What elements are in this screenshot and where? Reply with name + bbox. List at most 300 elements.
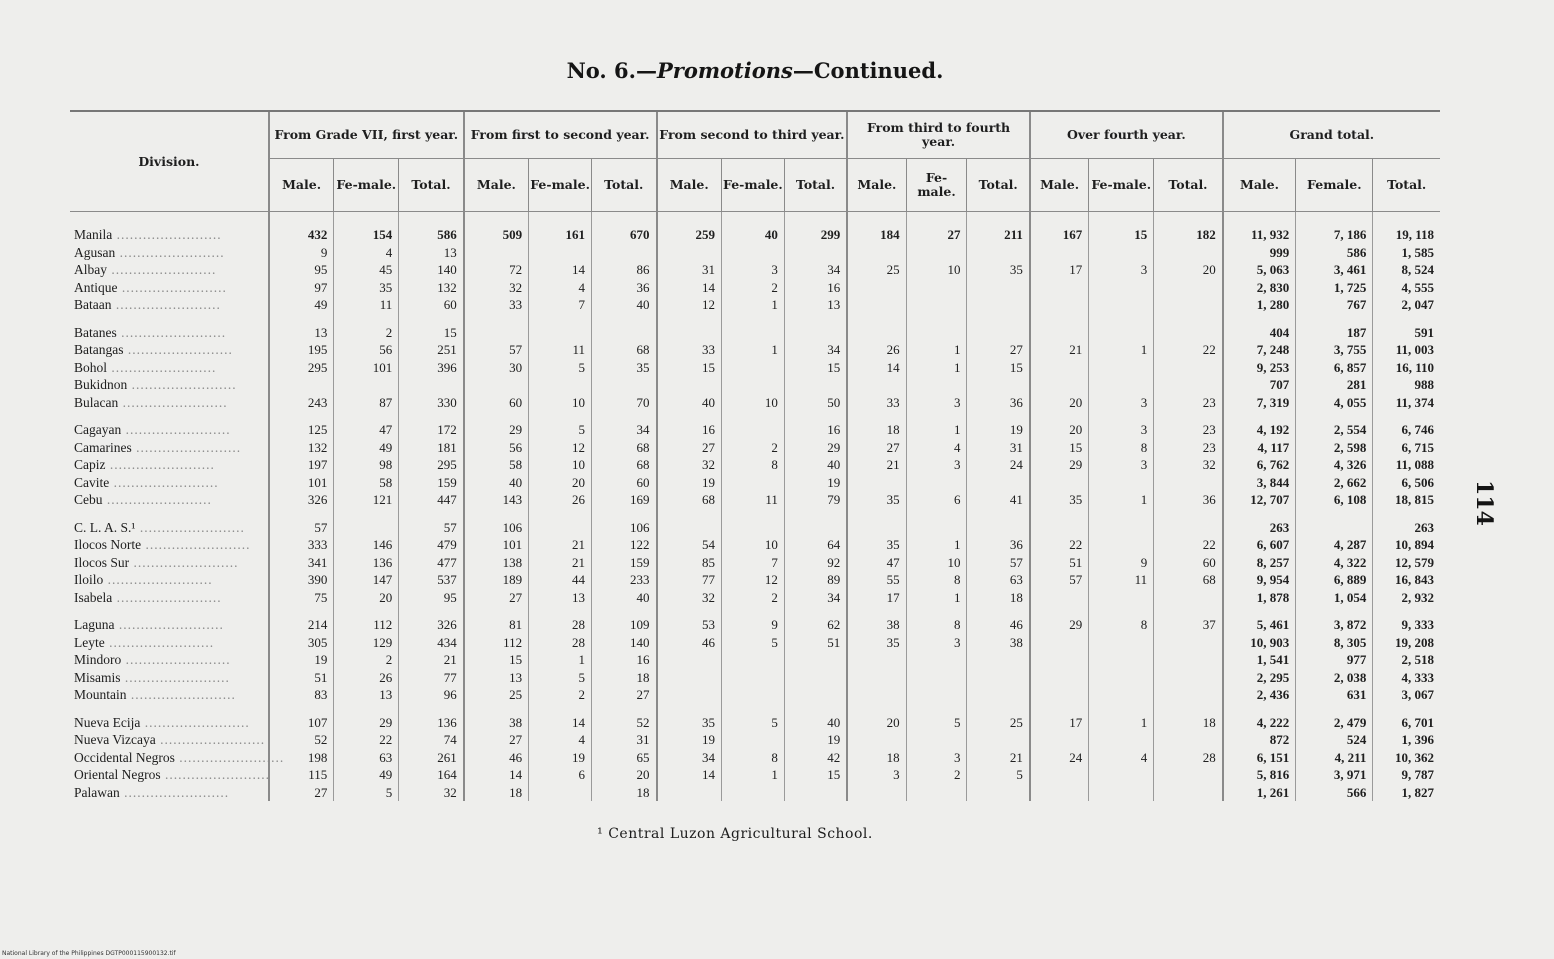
value-cell: 68 xyxy=(592,341,657,359)
value-cell: 10, 362 xyxy=(1373,749,1440,767)
title-prefix: No. 6.— xyxy=(566,58,657,83)
value-cell: 18 xyxy=(592,669,657,687)
value-cell: 233 xyxy=(592,571,657,589)
value-cell xyxy=(1089,296,1154,314)
value-cell: 6, 746 xyxy=(1373,421,1440,439)
value-cell: 6, 701 xyxy=(1373,714,1440,732)
value-cell: 33 xyxy=(657,341,722,359)
value-cell: 2, 047 xyxy=(1373,296,1440,314)
value-cell: 2, 479 xyxy=(1296,714,1373,732)
value-cell xyxy=(1030,651,1089,669)
spacer-cell xyxy=(1154,314,1223,324)
value-cell xyxy=(1030,519,1089,537)
value-cell: 1 xyxy=(1089,714,1154,732)
value-cell xyxy=(1089,279,1154,297)
value-cell: 112 xyxy=(464,634,529,652)
value-cell xyxy=(906,784,967,802)
value-cell: 68 xyxy=(592,456,657,474)
female-header: Fe-male. xyxy=(1089,159,1154,212)
value-cell xyxy=(847,651,906,669)
value-cell xyxy=(847,279,906,297)
table-row xyxy=(70,554,1440,572)
value-cell: 537 xyxy=(399,571,464,589)
spacer-cell xyxy=(967,606,1030,616)
spacer-cell xyxy=(464,314,529,324)
value-cell xyxy=(1154,669,1223,687)
value-cell: 68 xyxy=(657,491,722,509)
spacer-cell xyxy=(464,411,529,421)
value-cell: 181 xyxy=(399,439,464,457)
value-cell: 3 xyxy=(906,394,967,412)
value-cell xyxy=(1030,244,1089,262)
division-label: Bataan xyxy=(74,297,112,313)
value-cell xyxy=(847,731,906,749)
value-cell: 14 xyxy=(657,766,722,784)
spacer-cell xyxy=(1373,411,1440,421)
value-cell xyxy=(1089,244,1154,262)
division-name xyxy=(70,784,269,802)
value-cell xyxy=(967,296,1030,314)
value-cell: 586 xyxy=(399,212,464,244)
value-cell: 3 xyxy=(721,261,784,279)
spacer-cell xyxy=(529,411,592,421)
value-cell: 125 xyxy=(269,421,334,439)
value-cell: 15 xyxy=(1089,212,1154,244)
value-cell: 4, 211 xyxy=(1296,749,1373,767)
value-cell: 14 xyxy=(847,359,906,377)
spacer-cell xyxy=(1296,704,1373,714)
value-cell: 57 xyxy=(967,554,1030,572)
value-cell xyxy=(784,686,847,704)
value-cell xyxy=(269,376,334,394)
value-cell xyxy=(657,669,722,687)
table-row xyxy=(70,651,1440,669)
value-cell: 4, 555 xyxy=(1373,279,1440,297)
value-cell: 32 xyxy=(1154,456,1223,474)
value-cell: 51 xyxy=(269,669,334,687)
scan-credit: National Library of the Philippines DGTP000115900132.tif xyxy=(2,950,176,957)
value-cell xyxy=(1089,766,1154,784)
value-cell: 670 xyxy=(592,212,657,244)
value-cell: 2, 662 xyxy=(1296,474,1373,492)
value-cell: 32 xyxy=(657,456,722,474)
value-cell: 63 xyxy=(967,571,1030,589)
value-cell: 13 xyxy=(529,589,592,607)
value-cell: 1, 725 xyxy=(1296,279,1373,297)
spacer-cell xyxy=(784,606,847,616)
table-row xyxy=(70,784,1440,802)
value-cell xyxy=(967,279,1030,297)
value-cell xyxy=(1089,519,1154,537)
value-cell: 14 xyxy=(529,714,592,732)
table-row xyxy=(70,536,1440,554)
value-cell xyxy=(529,784,592,802)
value-cell: 32 xyxy=(464,279,529,297)
value-cell: 479 xyxy=(399,536,464,554)
value-cell: 2, 554 xyxy=(1296,421,1373,439)
value-cell: 25 xyxy=(967,714,1030,732)
spacer-cell xyxy=(464,606,529,616)
value-cell: 57 xyxy=(1030,571,1089,589)
division-name xyxy=(70,474,269,492)
value-cell: 95 xyxy=(269,261,334,279)
division-name xyxy=(70,714,269,732)
spacer-cell xyxy=(1373,314,1440,324)
value-cell: 77 xyxy=(657,571,722,589)
value-cell: 4, 326 xyxy=(1296,456,1373,474)
leader-dots: ........................ xyxy=(126,687,236,703)
table-row xyxy=(70,571,1440,589)
spacer-cell xyxy=(529,509,592,519)
value-cell: 333 xyxy=(269,536,334,554)
value-cell: 1 xyxy=(906,359,967,377)
spacer-cell xyxy=(784,704,847,714)
leader-dots: ........................ xyxy=(103,572,213,588)
value-cell: 121 xyxy=(334,491,399,509)
value-cell: 2 xyxy=(334,324,399,342)
spacer-cell xyxy=(334,509,399,519)
value-cell: 38 xyxy=(847,616,906,634)
spacer-cell xyxy=(1030,606,1089,616)
value-cell: 4, 117 xyxy=(1223,439,1296,457)
value-cell: 34 xyxy=(784,261,847,279)
value-cell xyxy=(847,686,906,704)
value-cell: 1, 541 xyxy=(1223,651,1296,669)
value-cell: 60 xyxy=(1154,554,1223,572)
value-cell: 35 xyxy=(847,536,906,554)
leader-dots: ........................ xyxy=(129,554,239,570)
value-cell: 4 xyxy=(334,244,399,262)
value-cell: 8 xyxy=(1089,616,1154,634)
spacer-cell xyxy=(592,411,657,421)
value-cell xyxy=(847,669,906,687)
division-name xyxy=(70,491,269,509)
division-label: Batangas xyxy=(74,342,124,358)
value-cell: 132 xyxy=(269,439,334,457)
value-cell: 1 xyxy=(721,766,784,784)
value-cell: 106 xyxy=(464,519,529,537)
value-cell: 2, 436 xyxy=(1223,686,1296,704)
division-name xyxy=(70,212,269,244)
table-row xyxy=(70,714,1440,732)
value-cell xyxy=(906,296,967,314)
value-cell: 2 xyxy=(721,589,784,607)
value-cell xyxy=(464,376,529,394)
value-cell xyxy=(1089,474,1154,492)
group-header-first-second: From first to second year. xyxy=(464,111,657,159)
spacer-cell xyxy=(1223,509,1296,519)
value-cell: 21 xyxy=(967,749,1030,767)
value-cell: 57 xyxy=(464,341,529,359)
value-cell: 32 xyxy=(657,589,722,607)
value-cell: 60 xyxy=(464,394,529,412)
value-cell: 3 xyxy=(847,766,906,784)
value-cell: 11, 088 xyxy=(1373,456,1440,474)
value-cell: 101 xyxy=(269,474,334,492)
spacer-cell xyxy=(1030,704,1089,714)
value-cell: 19 xyxy=(657,731,722,749)
value-cell: 187 xyxy=(1296,324,1373,342)
value-cell: 295 xyxy=(399,456,464,474)
value-cell: 2, 518 xyxy=(1373,651,1440,669)
spacer-cell xyxy=(906,509,967,519)
value-cell: 85 xyxy=(657,554,722,572)
value-cell: 1, 396 xyxy=(1373,731,1440,749)
female-header: Fe-male. xyxy=(721,159,784,212)
value-cell xyxy=(1154,766,1223,784)
value-cell: 51 xyxy=(784,634,847,652)
value-cell: 2, 932 xyxy=(1373,589,1440,607)
spacer-cell xyxy=(1089,411,1154,421)
value-cell xyxy=(1154,376,1223,394)
division-name xyxy=(70,634,269,652)
value-cell: 15 xyxy=(464,651,529,669)
table-row xyxy=(70,491,1440,509)
leader-dots: ........................ xyxy=(107,359,217,375)
value-cell: 13 xyxy=(399,244,464,262)
value-cell: 95 xyxy=(399,589,464,607)
value-cell: 243 xyxy=(269,394,334,412)
value-cell: 524 xyxy=(1296,731,1373,749)
value-cell: 21 xyxy=(847,456,906,474)
value-cell: 17 xyxy=(1030,714,1089,732)
table-row xyxy=(70,439,1440,457)
value-cell: 24 xyxy=(967,456,1030,474)
value-cell: 11, 374 xyxy=(1373,394,1440,412)
table-row xyxy=(70,589,1440,607)
value-cell xyxy=(1089,324,1154,342)
value-cell: 6, 762 xyxy=(1223,456,1296,474)
value-cell: 197 xyxy=(269,456,334,474)
value-cell: 6, 889 xyxy=(1296,571,1373,589)
value-cell: 159 xyxy=(592,554,657,572)
value-cell: 49 xyxy=(334,766,399,784)
value-cell: 4, 333 xyxy=(1373,669,1440,687)
value-cell: 159 xyxy=(399,474,464,492)
value-cell: 432 xyxy=(269,212,334,244)
value-cell: 29 xyxy=(464,421,529,439)
value-cell: 19 xyxy=(784,474,847,492)
value-cell xyxy=(847,324,906,342)
spacer-cell xyxy=(592,509,657,519)
value-cell: 107 xyxy=(269,714,334,732)
table-row xyxy=(70,474,1440,492)
value-cell: 1, 827 xyxy=(1373,784,1440,802)
value-cell: 58 xyxy=(334,474,399,492)
value-cell: 198 xyxy=(269,749,334,767)
value-cell: 3 xyxy=(1089,421,1154,439)
value-cell: 101 xyxy=(334,359,399,377)
spacer-cell xyxy=(657,704,722,714)
leader-dots: ........................ xyxy=(121,422,231,438)
table-row xyxy=(70,766,1440,784)
value-cell: 9 xyxy=(1089,554,1154,572)
value-cell: 184 xyxy=(847,212,906,244)
value-cell xyxy=(464,244,529,262)
value-cell: 8 xyxy=(906,571,967,589)
division-label: Batanes xyxy=(74,324,117,340)
value-cell xyxy=(592,244,657,262)
division-label: Cebu xyxy=(74,492,103,508)
value-cell: 1 xyxy=(906,341,967,359)
value-cell: 21 xyxy=(399,651,464,669)
division-name xyxy=(70,766,269,784)
division-name xyxy=(70,421,269,439)
spacer-cell xyxy=(721,509,784,519)
value-cell: 767 xyxy=(1296,296,1373,314)
value-cell: 35 xyxy=(847,634,906,652)
value-cell: 18, 815 xyxy=(1373,491,1440,509)
value-cell: 263 xyxy=(1373,519,1440,537)
value-cell xyxy=(847,376,906,394)
division-label: Ilocos Sur xyxy=(74,554,130,570)
leader-dots: ........................ xyxy=(160,767,270,783)
value-cell: 138 xyxy=(464,554,529,572)
value-cell: 35 xyxy=(847,491,906,509)
spacer-cell xyxy=(592,606,657,616)
value-cell: 13 xyxy=(464,669,529,687)
division-name xyxy=(70,554,269,572)
division-name xyxy=(70,261,269,279)
value-cell: 10 xyxy=(529,394,592,412)
value-cell xyxy=(1030,686,1089,704)
value-cell xyxy=(906,244,967,262)
value-cell xyxy=(721,474,784,492)
value-cell: 56 xyxy=(464,439,529,457)
spacer-cell xyxy=(269,314,334,324)
value-cell: 27 xyxy=(967,341,1030,359)
division-name xyxy=(70,749,285,767)
spacer-cell xyxy=(967,704,1030,714)
division-label: Leyte xyxy=(74,634,105,650)
value-cell xyxy=(1030,766,1089,784)
value-cell: 263 xyxy=(1223,519,1296,537)
value-cell: 26 xyxy=(529,491,592,509)
leader-dots: ........................ xyxy=(105,457,215,473)
value-cell: 23 xyxy=(1154,439,1223,457)
value-cell: 10 xyxy=(906,261,967,279)
value-cell xyxy=(1030,474,1089,492)
value-cell: 17 xyxy=(1030,261,1089,279)
value-cell: 18 xyxy=(847,421,906,439)
value-cell: 36 xyxy=(967,394,1030,412)
value-cell: 140 xyxy=(399,261,464,279)
value-cell xyxy=(721,686,784,704)
spacer-cell xyxy=(1296,606,1373,616)
male-header: Male. xyxy=(1223,159,1296,212)
value-cell: 4 xyxy=(906,439,967,457)
division-label: Oriental Negros xyxy=(74,767,161,783)
female-header: Fe-male. xyxy=(906,159,967,212)
spacer-cell xyxy=(529,704,592,714)
value-cell: 38 xyxy=(967,634,1030,652)
spacer-cell xyxy=(70,509,269,519)
spacer-cell xyxy=(464,509,529,519)
value-cell: 5 xyxy=(529,669,592,687)
value-cell: 19 xyxy=(269,651,334,669)
value-cell: 1 xyxy=(906,421,967,439)
value-cell xyxy=(464,324,529,342)
value-cell: 47 xyxy=(334,421,399,439)
value-cell xyxy=(529,519,592,537)
leader-dots: ........................ xyxy=(109,474,219,490)
division-label: Misamis xyxy=(74,669,121,685)
value-cell: 15 xyxy=(399,324,464,342)
value-cell: 53 xyxy=(657,616,722,634)
spacer-cell xyxy=(70,314,269,324)
value-cell: 18 xyxy=(1154,714,1223,732)
division-label: Bohol xyxy=(74,359,108,375)
value-cell: 15 xyxy=(967,359,1030,377)
division-label: Agusan xyxy=(74,244,116,260)
value-cell: 3, 971 xyxy=(1296,766,1373,784)
table-body xyxy=(70,212,1440,802)
spacer-cell xyxy=(592,314,657,324)
division-label: Antique xyxy=(74,279,118,295)
table-row xyxy=(70,731,1440,749)
value-cell xyxy=(657,324,722,342)
value-cell xyxy=(399,376,464,394)
value-cell xyxy=(1154,359,1223,377)
spacer-cell xyxy=(1296,411,1373,421)
leader-dots: ........................ xyxy=(121,652,231,668)
table-row xyxy=(70,421,1440,439)
division-label: Iloilo xyxy=(74,572,104,588)
value-cell: 140 xyxy=(592,634,657,652)
spacer-cell xyxy=(847,314,906,324)
value-cell: 19 xyxy=(657,474,722,492)
value-cell: 25 xyxy=(847,261,906,279)
spacer-cell xyxy=(784,509,847,519)
value-cell xyxy=(721,669,784,687)
value-cell: 65 xyxy=(592,749,657,767)
value-cell: 16 xyxy=(657,421,722,439)
table-row xyxy=(70,261,1440,279)
value-cell: 40 xyxy=(721,212,784,244)
value-cell: 2, 295 xyxy=(1223,669,1296,687)
value-cell: 341 xyxy=(269,554,334,572)
division-name xyxy=(70,686,269,704)
spacer-cell xyxy=(399,314,464,324)
spacer-cell xyxy=(399,411,464,421)
value-cell xyxy=(1030,784,1089,802)
spacer-cell xyxy=(592,704,657,714)
value-cell xyxy=(967,376,1030,394)
value-cell: 28 xyxy=(529,634,592,652)
table-row xyxy=(70,616,1440,634)
value-cell: 146 xyxy=(334,536,399,554)
value-cell: 22 xyxy=(1030,536,1089,554)
value-cell: 4, 322 xyxy=(1296,554,1373,572)
value-cell xyxy=(657,519,722,537)
value-cell: 27 xyxy=(464,731,529,749)
spacer-cell xyxy=(906,411,967,421)
value-cell: 2 xyxy=(529,686,592,704)
value-cell: 14 xyxy=(529,261,592,279)
value-cell: 46 xyxy=(967,616,1030,634)
value-cell: 75 xyxy=(269,589,334,607)
value-cell: 36 xyxy=(592,279,657,297)
male-header: Male. xyxy=(847,159,906,212)
value-cell: 161 xyxy=(529,212,592,244)
leader-dots: ........................ xyxy=(102,492,212,508)
value-cell: 46 xyxy=(657,634,722,652)
division-name xyxy=(70,296,269,314)
value-cell: 60 xyxy=(399,296,464,314)
division-label: Mountain xyxy=(74,687,127,703)
value-cell: 122 xyxy=(592,536,657,554)
division-label: Cagayan xyxy=(74,422,122,438)
